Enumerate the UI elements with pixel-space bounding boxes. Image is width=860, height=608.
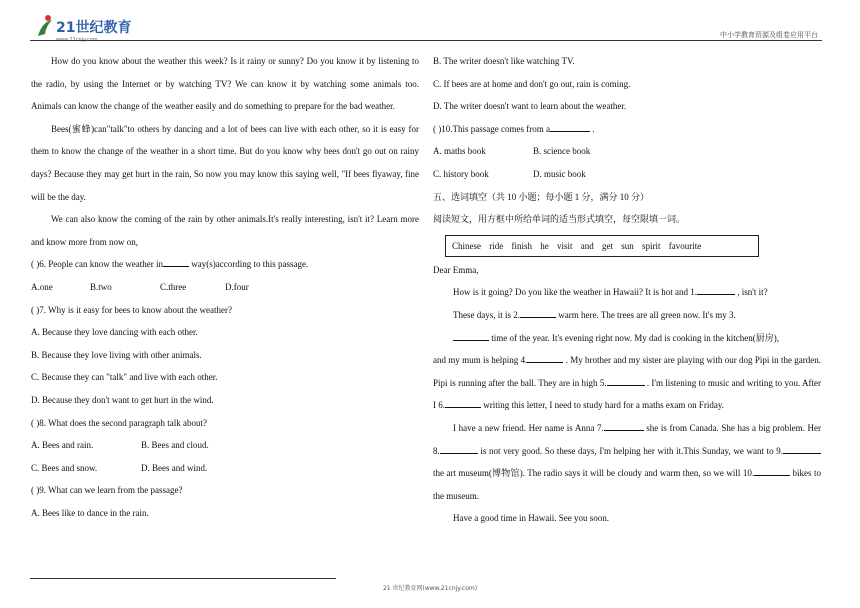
answer-blank-2 bbox=[520, 317, 556, 318]
text-segment: I have a new friend. Her name is Anna 7. bbox=[453, 422, 604, 433]
question-9-option-b: B. The writer doesn't like watching TV. bbox=[433, 56, 575, 66]
letter-paragraph-a bbox=[433, 349, 821, 417]
text-segment: These days, it is 2. bbox=[453, 309, 520, 320]
option-d: D. Bees and wind. bbox=[141, 462, 208, 473]
letter-line-1 bbox=[433, 281, 821, 304]
letter-paragraph-b bbox=[433, 417, 821, 507]
question-10-options-cd bbox=[433, 163, 821, 186]
answer-blank-8 bbox=[440, 453, 478, 454]
question-9-option-c: C. If bees are at home and don't go out, rain is coming. bbox=[433, 78, 631, 89]
option-a: A. maths book bbox=[433, 146, 486, 157]
question-7-option-d: D. Because they don't want to get hurt in the wind. bbox=[31, 394, 214, 405]
letter-closing: Have a good time in Hawaii. See you soon. bbox=[453, 513, 609, 524]
question-10-suffix: . bbox=[592, 123, 595, 134]
text-segment: bikes to the museum. bbox=[433, 468, 821, 501]
option-a: A. Bees and rain. bbox=[31, 440, 94, 451]
text-segment: and my mum is helping 4. bbox=[433, 355, 528, 366]
section-5-instructions: 阅读短文，用方框中所给单词的适当形式填空，每空限填一词。 bbox=[433, 214, 686, 225]
left-column bbox=[31, 50, 419, 524]
text-segment: warm here. The trees are all green now. It's my 3. bbox=[558, 309, 736, 320]
svg-text:21世纪教育: 21世纪教育 bbox=[56, 20, 132, 36]
text-segment: she is from Canada. She has a big problem. Her 8. bbox=[433, 422, 822, 456]
option-a: A.one bbox=[31, 281, 53, 292]
question-8-options-cd bbox=[31, 457, 419, 480]
option-d: D.four bbox=[225, 281, 249, 292]
answer-blank-6 bbox=[445, 407, 481, 408]
option-b: B. science book bbox=[533, 146, 591, 157]
text-segment: is not very good. So these days, I'm helping her with it.This Sunday, we want to 9. bbox=[480, 445, 783, 456]
question-10-options-ab bbox=[433, 140, 821, 163]
question-8: ( )8. What does the second paragraph talk about? bbox=[31, 417, 208, 428]
option-b: B. Bees and cloud. bbox=[141, 440, 209, 451]
word-box: Chinese ride finish he visit and get sun spirit favourite bbox=[445, 235, 759, 257]
question-7-option-c: C. Because they can "talk" and live with each other. bbox=[31, 372, 218, 383]
answer-blank-3 bbox=[453, 340, 489, 341]
answer-blank-1 bbox=[697, 294, 735, 295]
text-segment: , isn't it? bbox=[737, 287, 768, 298]
option-c: C.three bbox=[160, 281, 187, 292]
svg-text:www.21cnjy.com: www.21cnjy.com bbox=[56, 37, 98, 43]
passage-paragraph-2: Bees(蜜蜂)can"talk"to others by dancing and a lot of bees can live with each other, so it is easy for them to know the change of the weather in a short time. But do you know why bees don't go out on rainy days? Because they may get hurt in the rain, So now you may know this saying well, "If bees flyaway, fine will be the day. bbox=[31, 123, 419, 202]
footer-text: 21 世纪教育网(www.21cnjy.com) bbox=[382, 585, 478, 592]
right-column bbox=[433, 50, 821, 530]
text-segment: . I'm listening to music and writing to you. After I 6. bbox=[433, 377, 821, 411]
letter-line-2 bbox=[433, 304, 821, 327]
option-c: C. history book bbox=[433, 168, 489, 179]
text-segment: How is it going? Do you like the weather in Hawaii? It is hot and 1. bbox=[453, 287, 697, 298]
letter-line-3 bbox=[433, 327, 821, 350]
text-segment: . My brother and my sister are playing with our dog Pipi in the garden. Pipi is running after the ball. They are in high 5. bbox=[433, 355, 822, 388]
question-9: ( )9. What can we learn from the passage? bbox=[31, 485, 183, 496]
question-6-suffix: way(s)according to this passage. bbox=[191, 259, 309, 270]
answer-blank-7 bbox=[604, 430, 644, 431]
passage-paragraph-3: We can also know the coming of the rain by other animals.It's really interesting, isn't it? Learn more and know more from now on, bbox=[31, 214, 419, 247]
option-d: D. music book bbox=[533, 168, 586, 179]
option-b: B.two bbox=[90, 281, 112, 292]
question-9-option-d: D. The writer doesn't want to learn about the weather. bbox=[433, 101, 627, 112]
answer-blank bbox=[163, 266, 189, 267]
section-5-title: 五、选词填空（共 10 小题；每小题 1 分，满分 10 分） bbox=[433, 191, 650, 202]
question-10-prefix: ( )10.This passage comes from a bbox=[433, 123, 550, 134]
question-7: ( )7. Why is it easy for bees to know about the weather? bbox=[31, 304, 233, 315]
header-platform-text: 中小学教育资源及组卷应用平台 bbox=[720, 31, 818, 39]
question-6 bbox=[31, 253, 419, 276]
question-7-option-a: A. Because they love dancing with each other. bbox=[31, 327, 198, 338]
answer-blank-10 bbox=[754, 475, 790, 476]
question-7-option-b: B. Because they love living with other animals. bbox=[31, 349, 202, 360]
text-segment: writing this letter, I need to study hard for a maths exam on Friday. bbox=[483, 400, 724, 411]
passage-paragraph-1: How do you know about the weather this week? Is it rainy or sunny? Do you know it by listening to the radio, by using the Internet or by watching TV? We can know it by watching some animals too. Animals can know the change of the weather easily and do something to prepare for the bad weather. bbox=[31, 56, 419, 112]
question-6-options bbox=[31, 276, 419, 299]
answer-blank bbox=[550, 131, 590, 132]
question-9-option-a: A. Bees like to dance in the rain. bbox=[31, 507, 149, 518]
footer-divider bbox=[30, 578, 336, 579]
answer-blank-4 bbox=[527, 362, 563, 363]
option-c: C. Bees and snow. bbox=[31, 462, 98, 473]
text-segment: the art museum(博物馆). The radio says it will be cloudy and warm then, so we will 10. bbox=[433, 468, 755, 479]
header-divider bbox=[30, 40, 822, 41]
question-10 bbox=[433, 118, 821, 141]
text-segment: time of the year. It's evening right now. My dad is cooking in the kitchen(厨房), bbox=[491, 332, 779, 343]
question-8-options-ab bbox=[31, 434, 419, 457]
letter-salutation: Dear Emma, bbox=[433, 264, 479, 275]
answer-blank-5 bbox=[607, 385, 645, 386]
question-6-prefix: ( )6. People can know the weather in bbox=[31, 259, 163, 270]
answer-blank-9 bbox=[783, 453, 821, 454]
